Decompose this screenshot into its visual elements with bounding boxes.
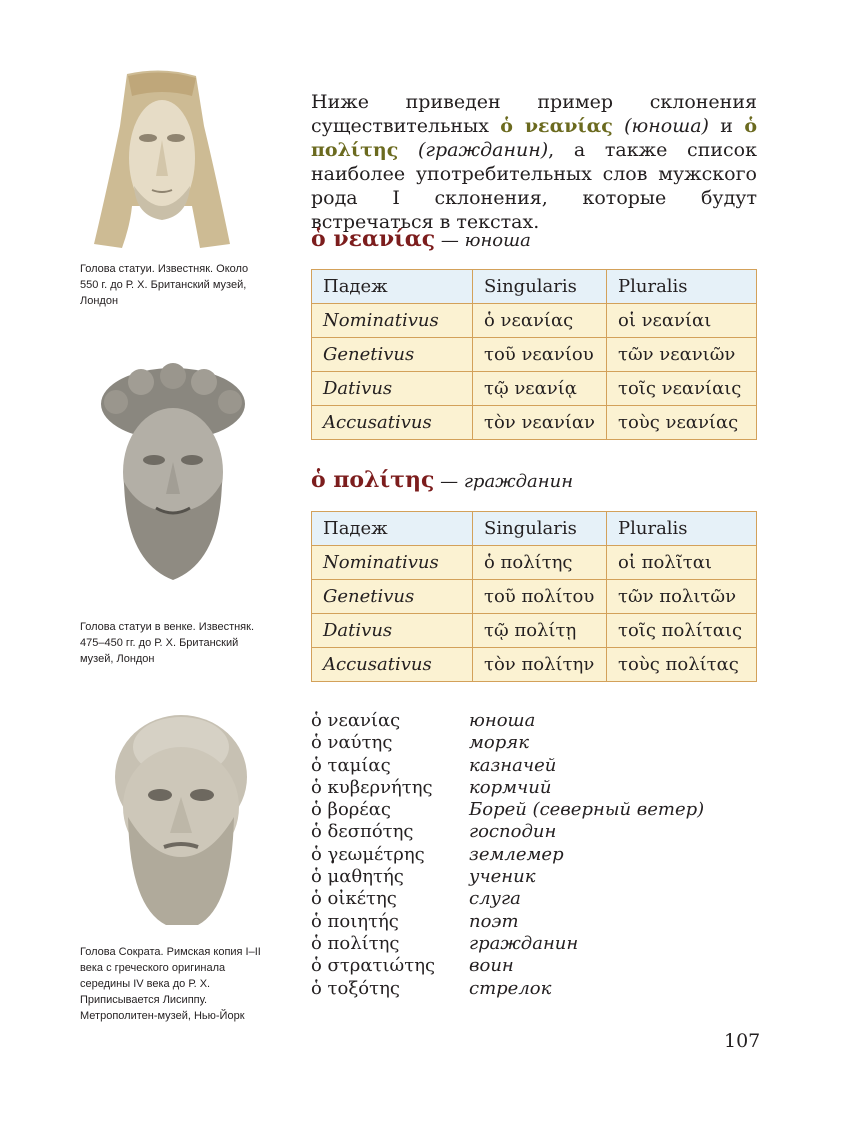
vocab-translation: юноша xyxy=(469,710,536,731)
header-singularis: Singularis xyxy=(473,512,607,546)
vocab-greek: ὁ ποιητής xyxy=(311,910,399,932)
vocab-greek: ὁ δεσπότης xyxy=(311,821,414,843)
vocab-greek: ὁ κυβερνήτης xyxy=(311,776,433,798)
socrates-head-image xyxy=(106,707,256,927)
list-item xyxy=(311,799,704,821)
table2-heading-ru: гражданин xyxy=(463,471,574,492)
intro-gloss-1: (юноша) xyxy=(612,115,709,137)
vocab-greek: ὁ στρατιώτης xyxy=(311,955,436,977)
page-number: 107 xyxy=(724,1030,761,1052)
list-item xyxy=(311,844,704,866)
vocab-greek: ὁ ναύτης xyxy=(311,732,393,754)
list-item xyxy=(311,710,704,732)
plural-cell: τοῖς πολίταις xyxy=(607,614,757,648)
list-item xyxy=(311,777,704,799)
table-row xyxy=(312,614,757,648)
table-row xyxy=(312,304,757,338)
list-item xyxy=(311,955,704,977)
plural-cell: οἱ νεανίαι xyxy=(607,304,757,338)
singular-cell: ὁ πολίτης xyxy=(473,546,607,580)
table-row xyxy=(312,372,757,406)
vocab-translation: ученик xyxy=(469,866,536,888)
case-cell: Genetivus xyxy=(312,338,473,372)
vocab-translation: землемер xyxy=(469,843,564,865)
case-cell: Dativus xyxy=(312,614,473,648)
vocab-greek: ὁ τοξότης xyxy=(311,977,400,999)
header-pluralis: Pluralis xyxy=(607,512,757,546)
intro-paragraph xyxy=(311,90,757,234)
singular-cell: τοῦ πολίτου xyxy=(473,580,607,614)
intro-text-1: Ниже приведен пример склонения существительных xyxy=(311,91,757,137)
declension-table-polites xyxy=(311,511,757,682)
plural-cell: τοῖς νεανίαις xyxy=(607,372,757,406)
statue-head-image xyxy=(92,66,232,256)
intro-gloss-2: (гражданин) xyxy=(398,139,549,161)
table1-heading-greek: ὁ νεανίας xyxy=(311,226,436,252)
vocab-translation: господин xyxy=(469,821,557,843)
case-cell: Accusativus xyxy=(312,648,473,682)
vocab-greek: ὁ νεανίας xyxy=(311,710,401,731)
plural-cell: οἱ πολῖται xyxy=(607,546,757,580)
plural-cell: τοὺς νεανίας xyxy=(607,406,757,440)
header-case: Падеж xyxy=(312,512,473,546)
case-cell: Genetivus xyxy=(312,580,473,614)
vocab-translation: Борей (северный ветер) xyxy=(469,799,705,821)
caption-socrates: Голова Сократа. Римская копия I–II века с греческого оригинала середины IV века до Р. Х. Приписывается Лисиппу. Метрополитен-музей, Нью-Йорк xyxy=(80,946,261,1022)
case-cell: Nominativus xyxy=(312,304,473,338)
singular-cell: τοῦ νεανίου xyxy=(473,338,607,372)
table-header-row xyxy=(312,270,757,304)
table2-heading xyxy=(311,467,573,493)
list-item xyxy=(311,978,704,1000)
list-item xyxy=(311,732,704,754)
header-singularis: Singularis xyxy=(473,270,607,304)
vocab-greek: ὁ πολίτης xyxy=(311,932,400,954)
list-item xyxy=(311,911,704,933)
intro-text-2: и xyxy=(708,115,745,137)
singular-cell: ὁ νεανίας xyxy=(473,304,607,338)
vocab-greek: ὁ γεωμέτρης xyxy=(311,843,425,865)
list-item xyxy=(311,933,704,955)
table2-heading-dash: — xyxy=(434,471,464,492)
list-item xyxy=(311,866,704,888)
intro-word-polites: ὁ πολίτης xyxy=(311,115,758,161)
table-row xyxy=(312,580,757,614)
list-item xyxy=(311,888,704,910)
singular-cell: τὸν νεανίαν xyxy=(473,406,607,440)
plural-cell: τῶν πολιτῶν xyxy=(607,580,757,614)
table1-heading-ru: юноша xyxy=(464,230,531,251)
table-row xyxy=(312,546,757,580)
case-cell: Accusativus xyxy=(312,406,473,440)
intro-text-3: , а также список наиболее употребительных слов мужского рода I склонения, которые будут встречаться в текстах. xyxy=(311,139,757,233)
table1-heading xyxy=(311,226,531,252)
vocab-translation: воин xyxy=(469,955,514,977)
vocab-greek: ὁ οἰκέτης xyxy=(311,888,397,910)
table-header-row xyxy=(312,512,757,546)
declension-table-neanias xyxy=(311,269,757,440)
table-row xyxy=(312,338,757,372)
caption-statue-2: Голова статуи в венке. Известняк. 475–450 гг. до Р. Х. Британский музей, Лондон xyxy=(80,621,255,665)
vocabulary-list xyxy=(311,710,704,1000)
vocab-translation: моряк xyxy=(469,732,529,754)
vocab-greek: ὁ μαθητής xyxy=(311,866,404,888)
table1-heading-dash: — xyxy=(435,230,465,251)
wreathed-head-image xyxy=(96,362,250,582)
singular-cell: τῷ νεανίᾳ xyxy=(473,372,607,406)
table-row xyxy=(312,406,757,440)
case-cell: Dativus xyxy=(312,372,473,406)
vocab-translation: кормчий xyxy=(469,776,552,798)
plural-cell: τοὺς πολίτας xyxy=(607,648,757,682)
caption-statue-1: Голова статуи. Известняк. Около 550 г. до Р. Х. Британский музей, Лондон xyxy=(80,263,249,307)
list-item xyxy=(311,755,704,777)
vocab-translation: гражданин xyxy=(469,932,579,954)
case-cell: Nominativus xyxy=(312,546,473,580)
vocab-translation: стрелок xyxy=(469,977,552,999)
header-case: Падеж xyxy=(312,270,473,304)
singular-cell: τῷ πολίτῃ xyxy=(473,614,607,648)
plural-cell: τῶν νεανιῶν xyxy=(607,338,757,372)
table-row xyxy=(312,648,757,682)
singular-cell: τὸν πολίτην xyxy=(473,648,607,682)
list-item xyxy=(311,821,704,843)
intro-word-neanias: ὁ νεανίας xyxy=(500,115,613,137)
vocab-greek: ὁ ταμίας xyxy=(311,754,391,776)
vocab-translation: слуга xyxy=(469,888,521,910)
table2-heading-greek: ὁ πολίτης xyxy=(311,467,435,493)
vocab-translation: казначей xyxy=(469,754,557,776)
header-pluralis: Pluralis xyxy=(607,270,757,304)
vocab-greek: ὁ βορέας xyxy=(311,799,391,821)
vocab-translation: поэт xyxy=(469,910,519,932)
